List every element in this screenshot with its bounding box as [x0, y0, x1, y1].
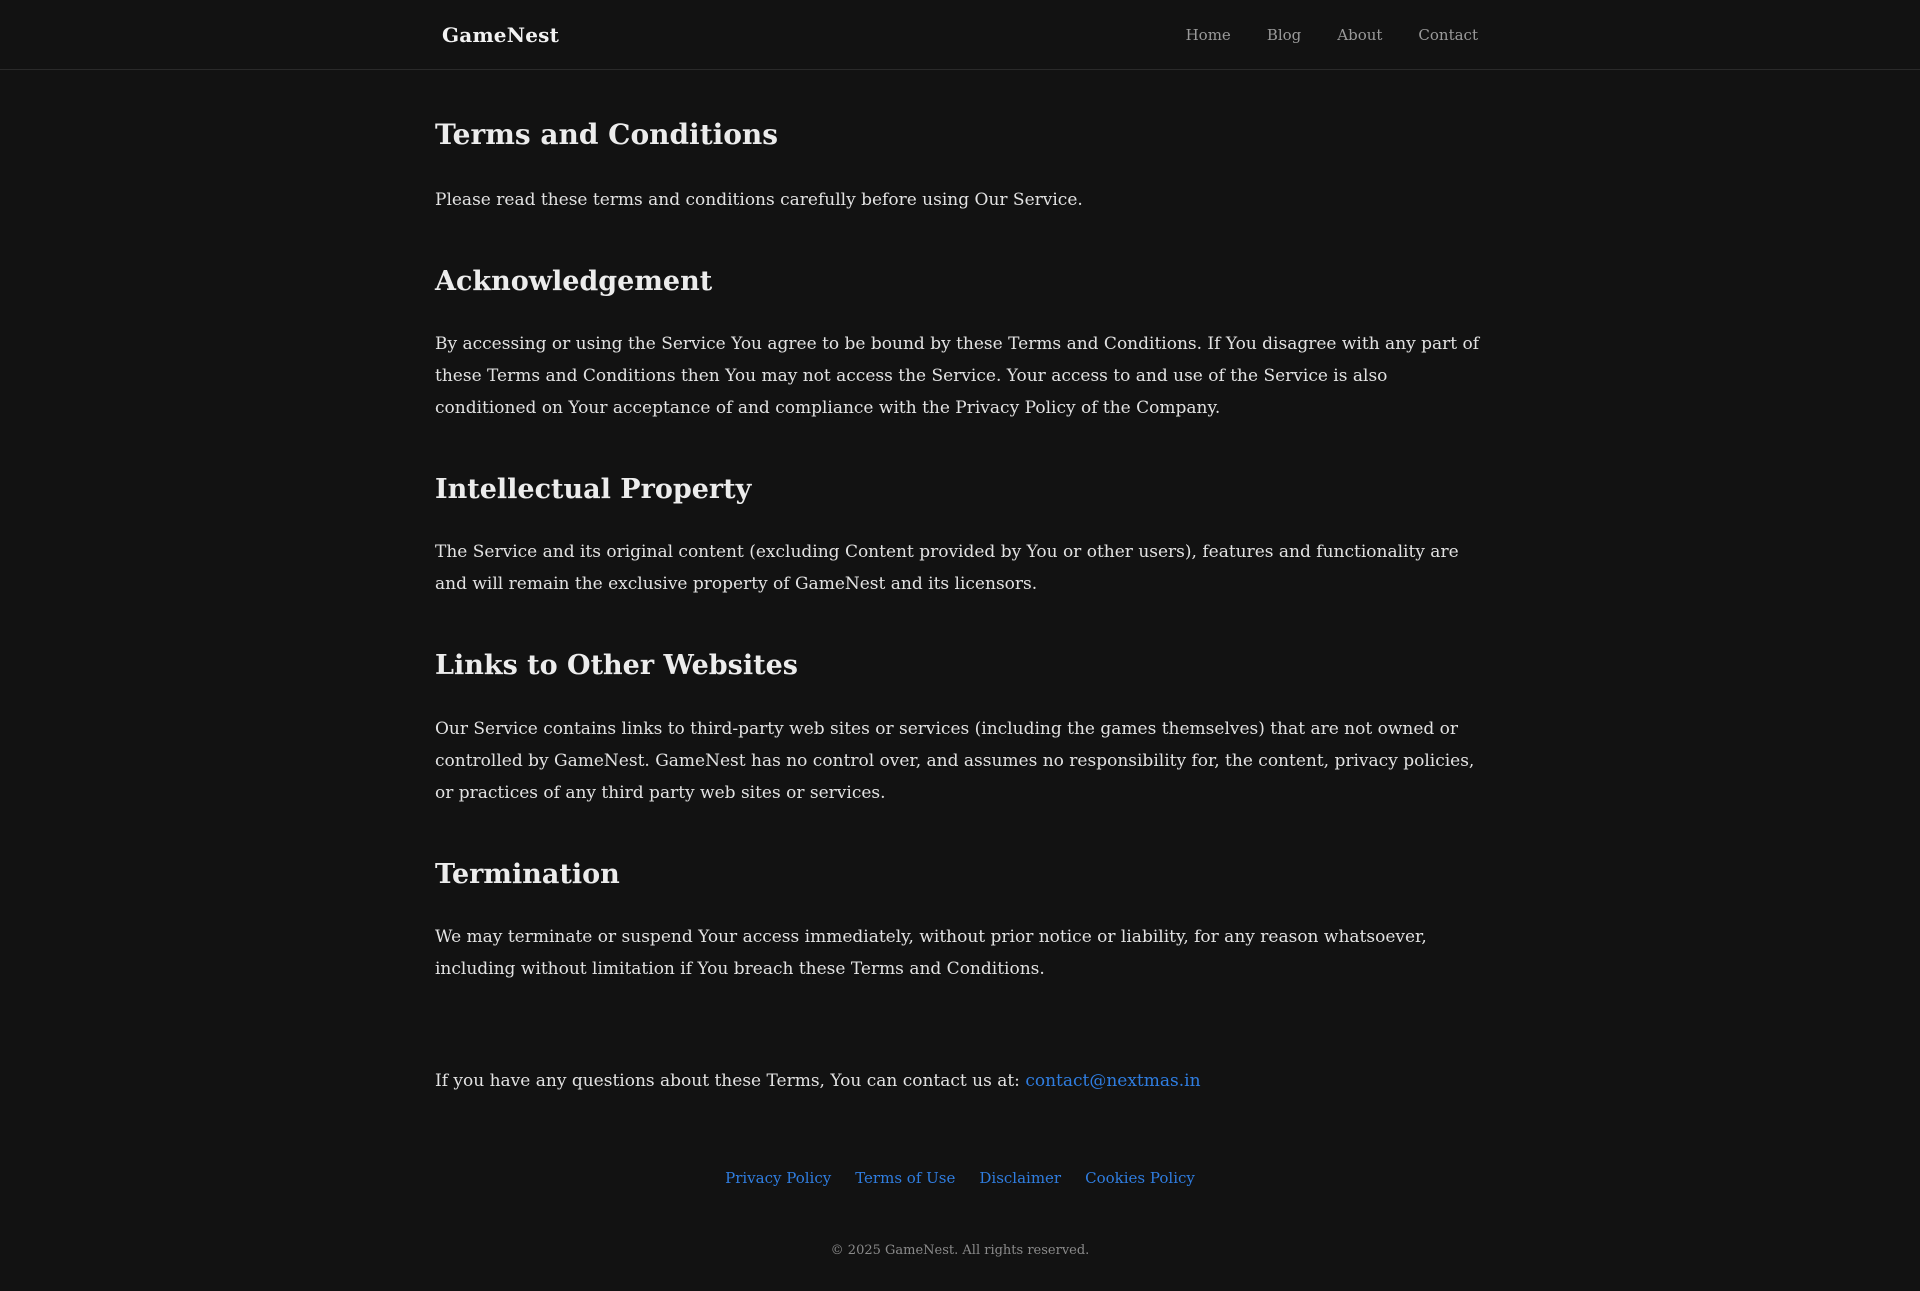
- footer-link-cookies[interactable]: Cookies Policy: [1085, 1169, 1195, 1188]
- contact-line: [435, 1065, 1485, 1097]
- footer-link-terms[interactable]: Terms of Use: [855, 1169, 956, 1188]
- section-heading-links: Links to Other Websites: [435, 650, 798, 682]
- section-body-links: Our Service contains links to third-party web sites or services (including the games themselves) that are not owned or controlled by GameNest. GameNest has no control over, and assumes no responsibility for, the content, privacy policies, or practices of any third party web sites or services.: [435, 718, 1475, 803]
- footer-links: [435, 1169, 1485, 1187]
- spacer: [435, 1035, 1485, 1065]
- section-body-intellectual-property: The Service and its original content (excluding Content provided by You or other users), features and functionality are and will remain the exclusive property of GameNest and its licensors.: [435, 542, 1459, 595]
- nav-home[interactable]: Home: [1185, 26, 1231, 44]
- header-inner: [442, 0, 1478, 70]
- brand-logo[interactable]: GameNest: [442, 23, 560, 47]
- site-footer: [435, 1169, 1485, 1258]
- contact-text: If you have any questions about these Terms, You can contact us at:: [435, 1071, 1020, 1092]
- nav-about[interactable]: About: [1337, 26, 1383, 44]
- site-header: [0, 0, 1920, 70]
- nav-blog[interactable]: Blog: [1266, 26, 1302, 44]
- section-body-acknowledgement: By accessing or using the Service You agree to be bound by these Terms and Conditions. If You disagree with any part of these Terms and Conditions then You may not access the Service. Your access to and use of the Service is also conditioned on Your acceptance of and compliance with the Privacy Policy of the Company.: [435, 333, 1480, 418]
- main-content: [435, 70, 1485, 1258]
- footer-link-privacy[interactable]: Privacy Policy: [725, 1169, 832, 1188]
- section-body-termination: We may terminate or suspend Your access immediately, without prior notice or liability, for any reason whatsoever, including without limitation if You breach these Terms and Conditions.: [435, 927, 1427, 980]
- section-heading-acknowledgement: Acknowledgement: [435, 265, 713, 297]
- main-nav: [1186, 26, 1478, 44]
- nav-contact[interactable]: Contact: [1418, 26, 1478, 44]
- copyright: © 2025 GameNest. All rights reserved.: [830, 1243, 1090, 1259]
- contact-email-link[interactable]: contact@nextmas.in: [1025, 1071, 1201, 1092]
- intro-text: Please read these terms and conditions carefully before using Our Service.: [435, 189, 1083, 210]
- section-heading-intellectual-property: Intellectual Property: [435, 473, 752, 505]
- section-heading-termination: Termination: [435, 858, 620, 890]
- footer-link-disclaimer[interactable]: Disclaimer: [979, 1169, 1062, 1188]
- page-title: Terms and Conditions: [435, 118, 779, 151]
